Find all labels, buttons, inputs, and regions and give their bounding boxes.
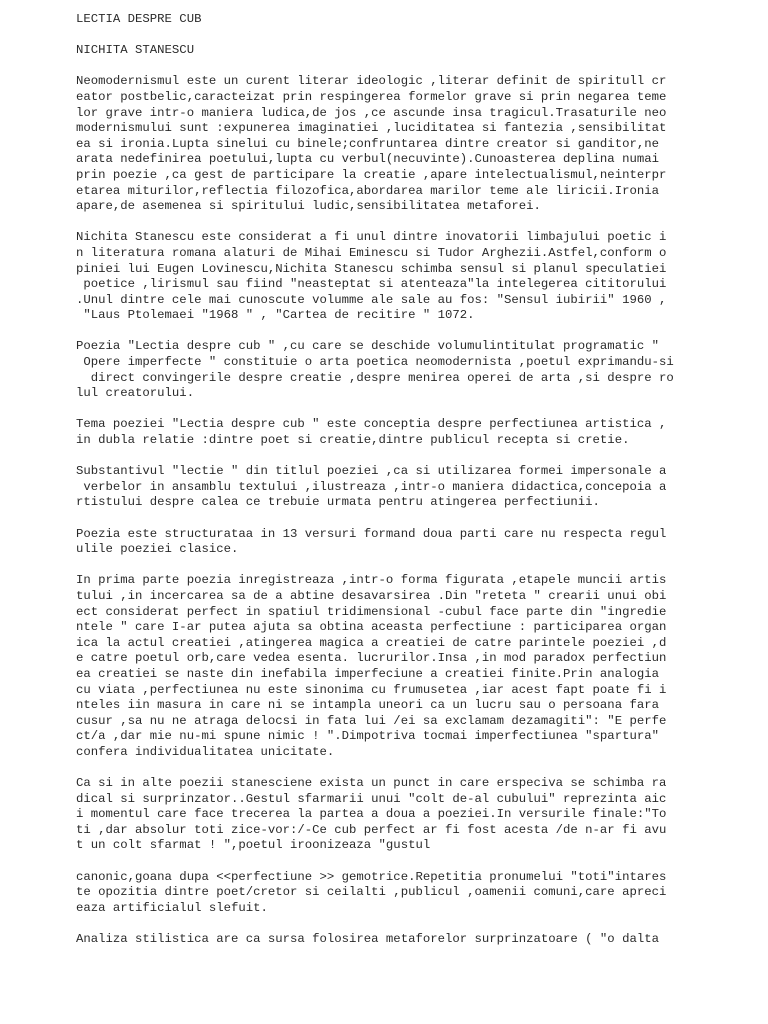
paragraph (76, 573, 676, 760)
paragraph-line: Poezia "Lectia despre cub " ,cu care se deschide volumulintitulat programatic " (76, 339, 659, 354)
paragraph (76, 230, 676, 324)
paragraph-line: cusur ,sa nu ne atraga delocsi in fata lui /ei sa exclamam dezamagiti": "E perfe (76, 713, 667, 728)
paragraph-line: Neomodernismul este un curent literar ideologic ,literar definit de spiritull cr (76, 74, 667, 89)
paragraph-line: dical si surprinzator..Gestul sfarmarii unui "colt de-al cubului" reprezinta aic (76, 791, 667, 806)
paragraph-line: piniei lui Eugen Lovinescu,Nichita Stanescu schimba sensul si planul speculatiei (76, 261, 667, 276)
paragraph-line: n literatura romana alaturi de Mihai Eminescu si Tudor Arghezii.Astfel,conform o (76, 245, 667, 260)
paragraph-line: lul creatorului. (76, 386, 195, 401)
paragraph-line: confera individualitatea unicitate. (76, 744, 335, 759)
paragraph-line: in dubla relatie :dintre poet si creatie,dintre publicul recepta si cretie. (76, 433, 630, 448)
blank-line (76, 59, 676, 75)
document-body (76, 74, 676, 947)
paragraph-line: etarea miturilor,reflectia filozofica,abordarea marilor teme ale liricii.Ironia (76, 183, 659, 198)
paragraph-line: Ca si in alte poezii stanesciene exista un punct in care erspeciva se schimba ra (76, 776, 667, 791)
paragraph (76, 464, 676, 511)
paragraph-line: Opere imperfecte " constituie o arta poetica neomodernista ,poetul exprimandu-si (76, 355, 674, 370)
paragraph (76, 417, 676, 448)
document-page (76, 12, 676, 963)
paragraph-line: Poezia este structurataa in 13 versuri formand doua parti care nu respecta regul (76, 526, 667, 541)
paragraph-line: Nichita Stanescu este considerat a fi unul dintre inovatorii limbajului poetic i (76, 230, 667, 245)
paragraph-line: cu viata ,perfectiunea nu este sinonima cu frumusetea ,iar acest fapt poate fi i (76, 682, 667, 697)
paragraph-line: ea creatiei se naste din inefabila imperfeciune a creatiei finite.Prin analogia (76, 666, 659, 681)
paragraph-line: e catre poetul orb,care vedea esenta. lucrurilor.Insa ,in mod paradox perfectiun (76, 651, 667, 666)
paragraph-line: ct/a ,dar mie nu-mi spune nimic ! ".Dimpotriva tocmai imperfectiunea "spartura" (76, 729, 659, 744)
paragraph-line: t un colt sfarmat ! ",poetul iroonizeaza "gustul (76, 838, 431, 853)
paragraph-line: "Laus Ptolemaei "1968 " , "Cartea de recitire " 1072. (76, 308, 475, 323)
paragraph-line: lor grave intr-o maniera ludica,de jos ,ce ascunde insa tragicul.Trasaturile neo (76, 105, 667, 120)
paragraph (76, 776, 676, 854)
paragraph-line: prin poezie ,ca gest de participare la creatie ,apare intelectualismul,neinterpr (76, 167, 667, 182)
paragraph (76, 932, 676, 948)
paragraph-line: eaza artificialul slefuit. (76, 900, 268, 915)
paragraph (76, 527, 676, 558)
paragraph-line: tului ,in incercarea sa de a abtine desavarsirea .Din "reteta " crearii unui obi (76, 588, 667, 603)
paragraph-line: i momentul care face trecerea la partea a doua a poeziei.In versurile finale:"To (76, 807, 667, 822)
paragraph-line: ea si ironia.Lupta sinelui cu binele;confruntarea dintre creator si ganditor,ne (76, 136, 659, 151)
paragraph (76, 339, 676, 401)
paragraph-line: ulile poeziei clasice. (76, 542, 239, 557)
paragraph-line: nteles iin masura in care ni se intampla uneori ca un lucru sau o persoana fara (76, 698, 659, 713)
document-author: NICHITA STANESCU (76, 43, 195, 58)
paragraph-line: Substantivul "lectie " din titlul poeziei ,ca si utilizarea formei impersonale a (76, 464, 667, 479)
paragraph-line: canonic,goana dupa <<perfectiune >> gemotrice.Repetitia pronumelui "toti"intares (76, 869, 667, 884)
paragraph-line: arata nedefinirea poetului,lupta cu verbul(necuvinte).Cunoasterea deplina numai (76, 152, 659, 167)
paragraph-line: poetice ,lirismul sau fiind "neasteptat si atenteaza"la intelegerea cititorului (76, 277, 667, 292)
paragraph-line: ect considerat perfect in spatiul tridimensional -cubul face parte din "ingredie (76, 604, 667, 619)
paragraph-line: .Unul dintre cele mai cunoscute volumme ale sale au fos: "Sensul iubirii" 1960 , (76, 292, 667, 307)
blank-line (76, 28, 676, 44)
paragraph-line: rtistului despre calea ce trebuie urmata pentru atingerea perfectiunii. (76, 495, 600, 510)
paragraph-line: Analiza stilistica are ca sursa folosirea metaforelor surprinzatoare ( "o dalta (76, 932, 659, 947)
paragraph-line: te opozitia dintre poet/cretor si ceilalti ,publicul ,oamenii comuni,care apreci (76, 885, 667, 900)
paragraph-line: verbelor in ansamblu textului ,ilustreaza ,intr-o maniera didactica,concepoia a (76, 479, 667, 494)
paragraph-line: ntele " care I-ar putea ajuta sa obtina aceasta perfectiune : participarea organ (76, 620, 667, 635)
paragraph-line: eator postbelic,caracteizat prin respingerea formelor grave si prin negarea teme (76, 89, 667, 104)
paragraph-line: ti ,dar absolur toti zice-vor:/-Ce cub perfect ar fi fost acesta /de n-ar fi avu (76, 822, 667, 837)
paragraph-line: modernismului sunt :expunerea imaginatiei ,luciditatea si fantezia ,sensibilitat (76, 121, 667, 136)
paragraph-line: apare,de asemenea si spiritului ludic,sensibilitatea metaforei. (76, 199, 541, 214)
paragraph-line: ica la actul creatiei ,atingerea magica a creatiei de catre parintele poeziei ,d (76, 635, 667, 650)
paragraph (76, 870, 676, 917)
paragraph-line: direct convingerile despre creatie ,despre menirea operei de arta ,si despre ro (76, 370, 674, 385)
paragraph-line: In prima parte poezia inregistreaza ,intr-o forma figurata ,etapele muncii artis (76, 573, 667, 588)
paragraph (76, 74, 676, 214)
document-title: LECTIA DESPRE CUB (76, 12, 202, 26)
paragraph-line: Tema poeziei "Lectia despre cub " este conceptia despre perfectiunea artistica , (76, 417, 667, 432)
